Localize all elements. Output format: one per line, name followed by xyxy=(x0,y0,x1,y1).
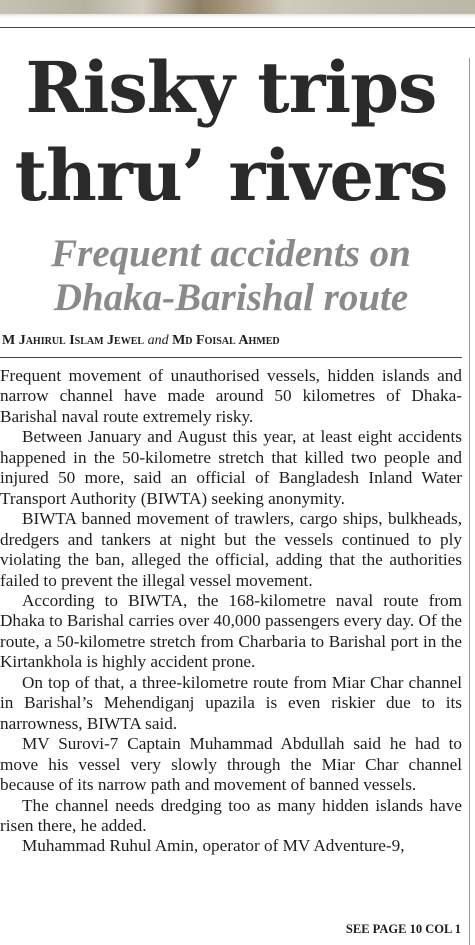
article-body xyxy=(0,366,462,857)
headline xyxy=(0,44,462,220)
top-rule xyxy=(0,27,475,28)
paragraph-8: Muhammad Ruhul Amin, operator of MV Adventure-9, xyxy=(22,836,405,856)
subheadline-line-2: Dhaka-Barishal route xyxy=(53,276,409,319)
byline-author-2: Md Foisal Ahmed xyxy=(172,333,280,348)
subheadline xyxy=(0,232,462,320)
headline-line-1: Risky trips xyxy=(25,46,437,129)
column-rule xyxy=(469,58,470,945)
photo-strip-shadow xyxy=(0,14,475,18)
paragraph-3: BIWTA banned movement of trawlers, cargo ships, bulkheads, dredgers and tankers at night but the vessels continued to ply violating the ban, alleged the official, adding that the authorities failed to prevent the illegal vessel movement. xyxy=(0,509,462,590)
byline-author-1: M Jahirul Islam Jewel xyxy=(2,333,145,348)
headline-line-2: thru’ rivers xyxy=(14,134,448,217)
byline-conjunction: and xyxy=(147,333,169,348)
continuation-jump-line: SEE PAGE 10 COL 1 xyxy=(345,922,461,936)
paragraph-5: On top of that, a three-kilometre route from Miar Char channel in Barishal’s Mehendiganj upazila is even riskier due to its narrowness, BIWTA said. xyxy=(0,672,462,733)
paragraph-7: The channel needs dredging too as many hidden islands have risen there, he added. xyxy=(0,795,462,835)
paragraph-4: According to BIWTA, the 168-kilometre naval route from Dhaka to Barishal carries over 40,000 passengers every day. Of the route, a 50-kilometre stretch from Charbaria to Barishal port in the Kirtankhola is highly accident prone. xyxy=(0,590,462,672)
paragraph-1: Frequent movement of unauthorised vessels, hidden islands and narrow channel have made around 50 kilometres of Dhaka-Barishal naval route extremely risky. xyxy=(0,366,462,426)
paragraph-2: Between January and August this year, at least eight accidents happened in the 50-kilometre stretch that killed two people and injured 50 more, said an official of Bangladesh Inland Water Transport Authority (BIWTA) seeking anonymity. xyxy=(0,427,462,508)
subheadline-line-1: Frequent accidents on xyxy=(51,232,411,275)
paragraph-6: MV Surovi-7 Captain Muhammad Abdullah said he had to move his vessel very slowly through the Miar Char channel because of its narrow path and movement of banned vessels. xyxy=(0,734,462,795)
photo-strip xyxy=(0,0,475,14)
byline-rule xyxy=(0,357,462,358)
byline xyxy=(2,332,462,350)
